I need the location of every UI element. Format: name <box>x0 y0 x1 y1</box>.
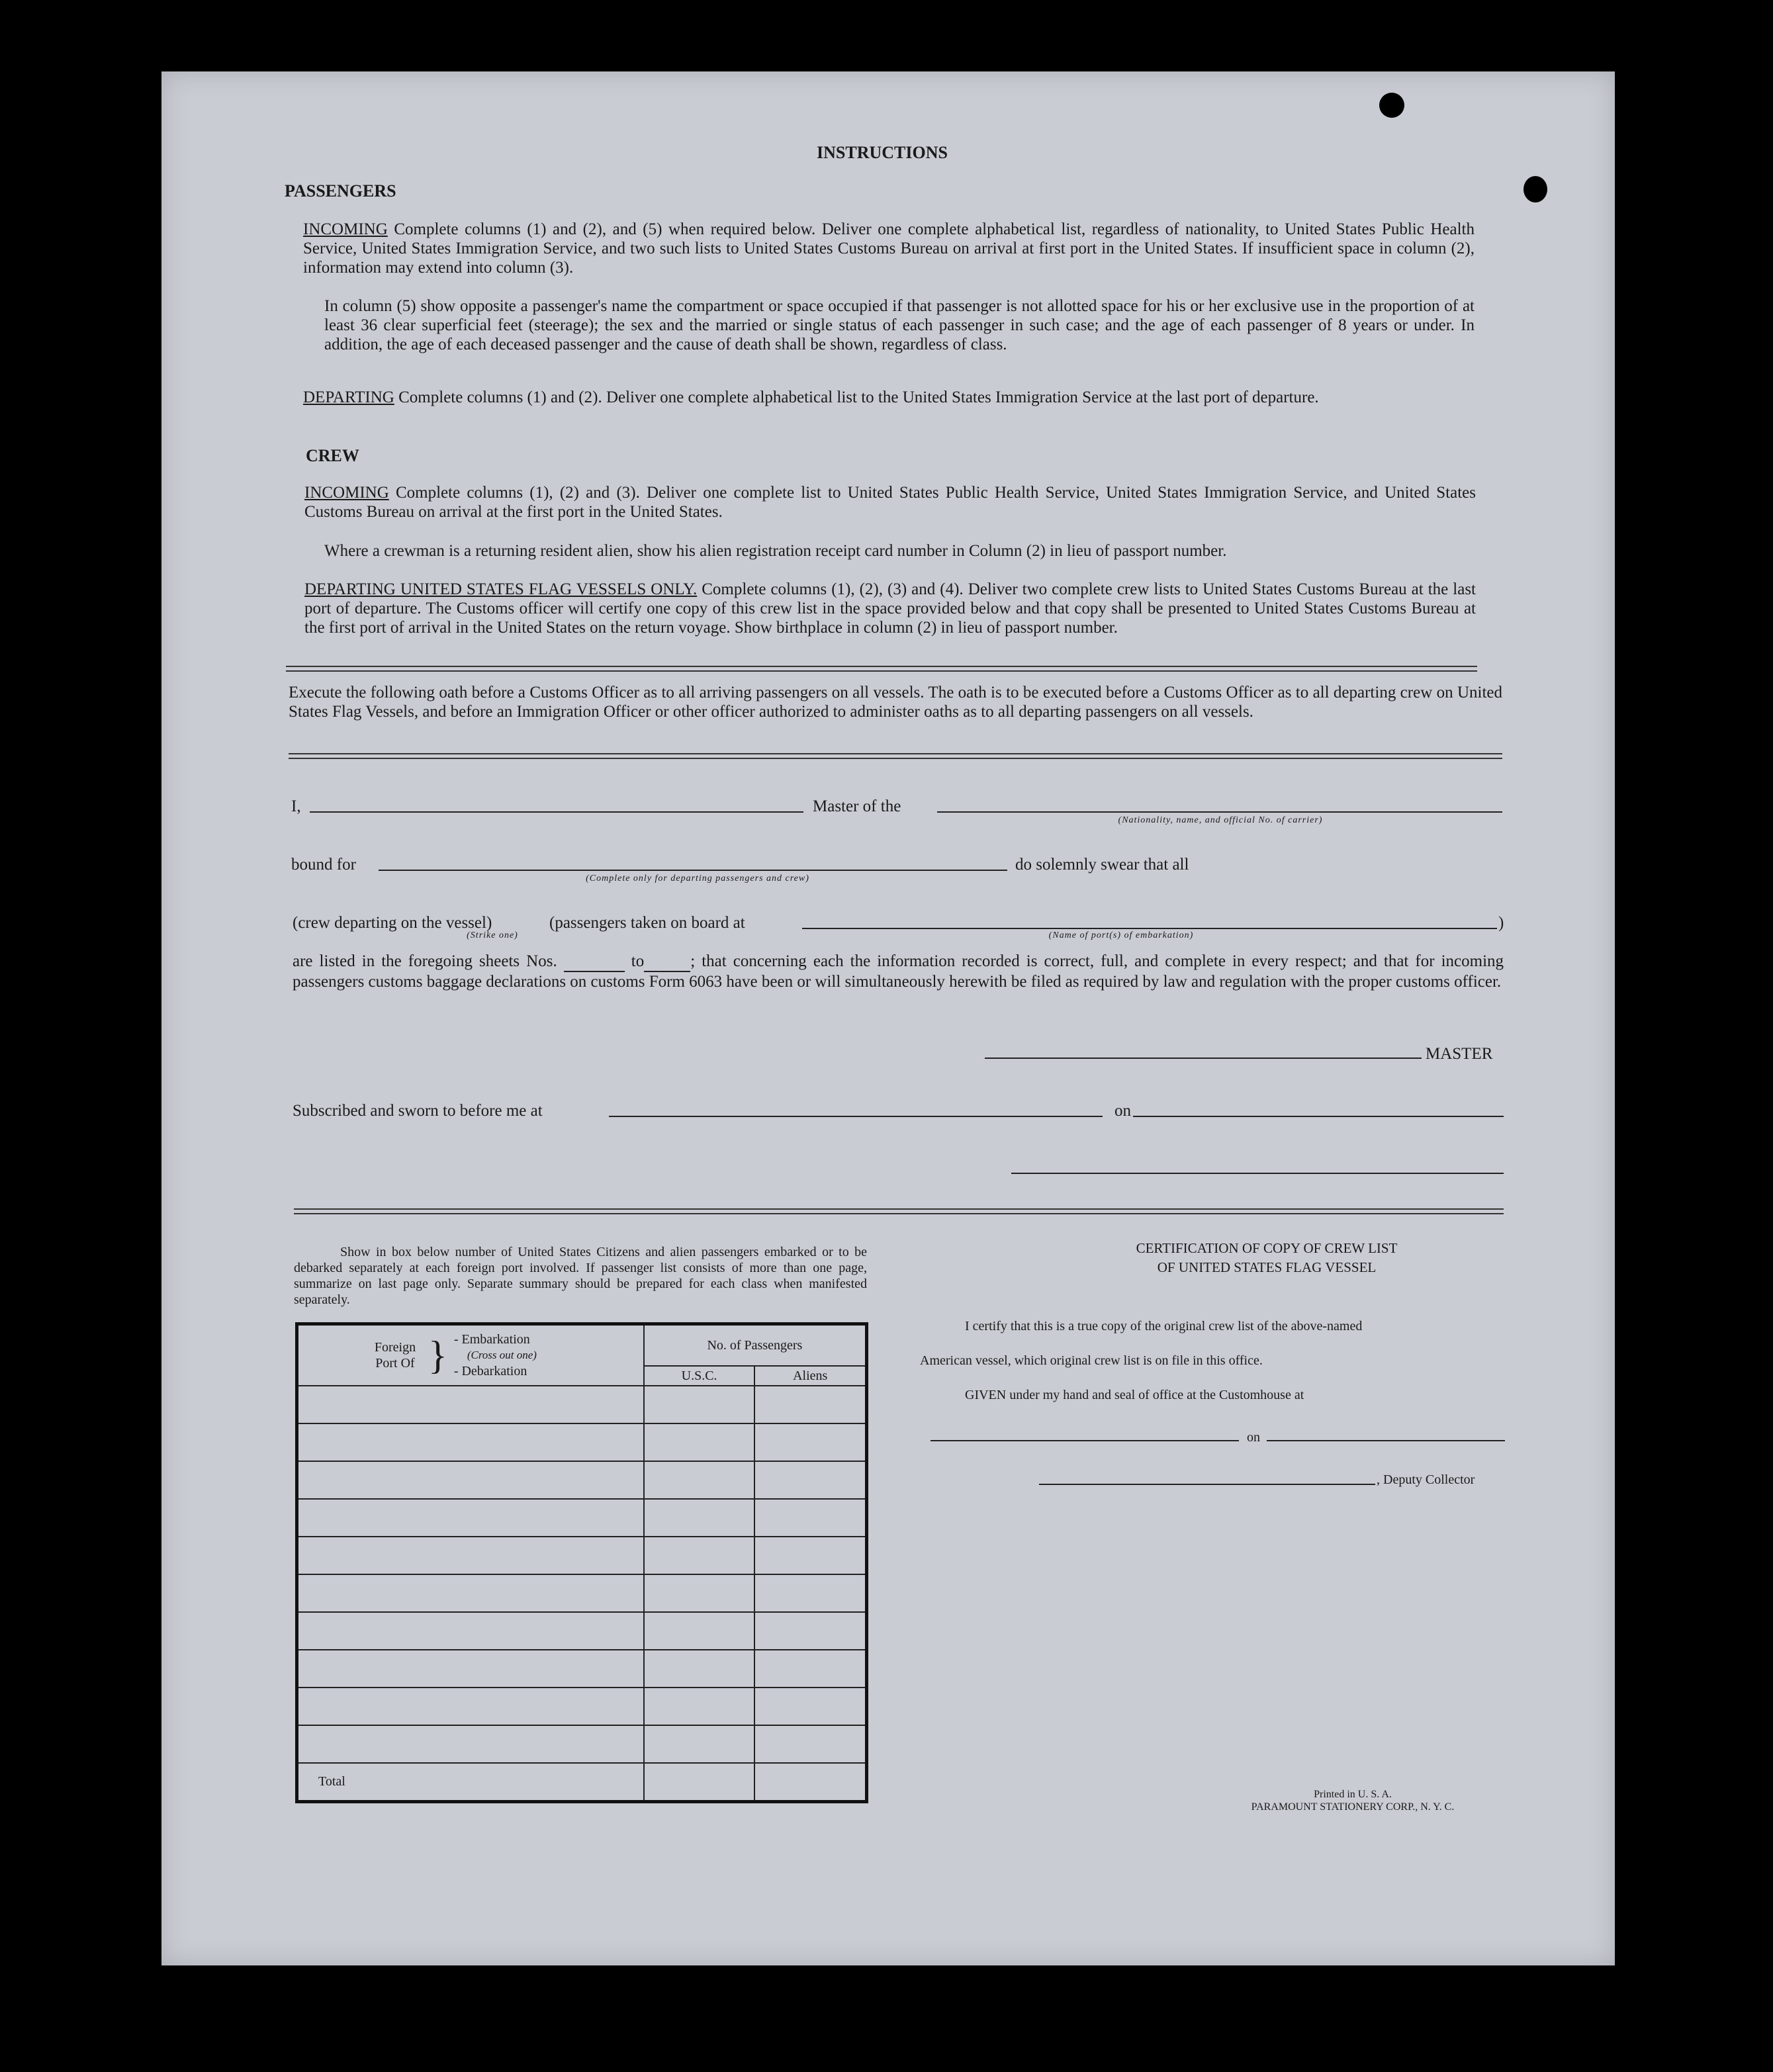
table-row <box>297 1612 867 1650</box>
passengers-taken-label: (passengers taken on board at <box>549 914 745 932</box>
deputy-collector-label: , Deputy Collector <box>1377 1472 1475 1487</box>
passengers-departing-text: Complete columns (1) and (2). Deliver one complete alphabetical list to the United States Immigration Service at the last port of departure. <box>398 388 1319 406</box>
aliens-cell[interactable] <box>754 1386 866 1423</box>
brace-icon: } <box>428 1333 447 1377</box>
sworn-date-field[interactable] <box>1133 1116 1504 1117</box>
aliens-cell[interactable] <box>754 1650 866 1688</box>
usc-cell[interactable] <box>644 1499 755 1537</box>
aliens-cell[interactable] <box>754 1461 866 1499</box>
usc-cell[interactable] <box>644 1537 755 1574</box>
table-row <box>297 1574 867 1612</box>
usc-cell[interactable] <box>644 1650 755 1688</box>
usc-cell[interactable] <box>644 1461 755 1499</box>
passengers-incoming-label: INCOMING <box>303 220 388 238</box>
close-paren: ) <box>1498 914 1504 932</box>
port-cell[interactable] <box>297 1650 644 1688</box>
total-row <box>297 1763 867 1802</box>
listed-text-b: ; that concerning each the information recorded is correct, full, and complete in every respect; and that for incoming passengers customs baggage declarations on customs Form 6063 have been or will simultaneously herewith be filed as required by law and regulation with the proper customs officer. <box>293 952 1504 991</box>
summary-instructions: Show in box below number of United States Citizens and alien passengers embarked or to be debarked separately at each foreign port involved. If passenger list consists of more than one page, summarize on last page only. Separate summary should be prepared for each class when manifested separately. <box>294 1245 867 1307</box>
aliens-cell[interactable] <box>754 1688 866 1725</box>
oath-intro: Execute the following oath before a Customs Officer as to all arriving passengers on all vessels. The oath is to be executed before a Customs Officer as to all departing crew on United States Flag Vessels, and before an Immigration Officer or other officer authorized to administer oaths as to all departing passengers on all vessels. <box>289 684 1502 721</box>
divider-instructions <box>286 666 1477 672</box>
usc-cell[interactable] <box>644 1688 755 1725</box>
no-of-passengers-header: No. of Passengers <box>644 1324 867 1367</box>
aliens-cell[interactable] <box>754 1574 866 1612</box>
usc-cell[interactable] <box>644 1423 755 1461</box>
form-page <box>161 71 1615 1965</box>
sworn-location-field[interactable] <box>609 1116 1103 1117</box>
foreign-port-label: Foreign Port Of <box>374 1340 416 1371</box>
given-line: GIVEN under my hand and seal of office at the Customhouse at <box>965 1388 1304 1402</box>
listed-text-a: are listed in the foregoing sheets Nos. <box>293 952 557 970</box>
nationality-caption: (Nationality, name, and official No. of carrier) <box>1118 815 1323 825</box>
swear-label: do solemnly swear that all <box>1015 856 1189 874</box>
sheet-from-field[interactable] <box>564 952 625 972</box>
port-cell[interactable] <box>297 1537 644 1574</box>
table-header-row <box>297 1324 867 1367</box>
port-cell[interactable] <box>297 1423 644 1461</box>
embarkation-label: - Embarkation <box>453 1332 530 1347</box>
certify-line1: I certify that this is a true copy of the original crew list of the above-named <box>965 1319 1363 1333</box>
passengers-incoming-text: Complete columns (1) and (2), and (5) when required below. Deliver one complete alphabetical list, regardless of nationality, to United States Public Health Service, United States Immigration Service, and two such lists to United States Customs Bureau on arrival at first port in the United States. If insufficient space in column (2), information may extend into column (3). <box>303 220 1475 277</box>
port-cell[interactable] <box>297 1574 644 1612</box>
carrier-field[interactable] <box>937 811 1502 813</box>
port-cell[interactable] <box>297 1688 644 1725</box>
master-of-label: Master of the <box>813 797 901 815</box>
punch-hole-right <box>1523 176 1547 203</box>
usc-cell[interactable] <box>644 1725 755 1763</box>
port-caption: (Name of port(s) of embarkation) <box>1048 930 1194 940</box>
table-row <box>297 1688 867 1725</box>
flag-vessels-label: DEPARTING UNITED STATES FLAG VESSELS ONLY. <box>304 580 698 598</box>
printer-line2: PARAMOUNT STATIONERY CORP., N. Y. C. <box>1251 1801 1455 1813</box>
aliens-cell[interactable] <box>754 1499 866 1537</box>
passenger-summary-table <box>295 1322 868 1803</box>
table-row <box>297 1537 867 1574</box>
usc-cell[interactable] <box>644 1612 755 1650</box>
complete-only-caption: (Complete only for departing passengers and crew) <box>586 874 809 883</box>
table-row <box>297 1461 867 1499</box>
debarkation-label: - Debarkation <box>453 1364 527 1378</box>
certification-date-field[interactable] <box>1267 1440 1505 1441</box>
aliens-cell[interactable] <box>754 1537 866 1574</box>
aliens-cell[interactable] <box>754 1725 866 1763</box>
strike-one-caption: (Strike one) <box>467 930 518 940</box>
passengers-incoming <box>303 220 1475 277</box>
aliens-cell[interactable] <box>754 1423 866 1461</box>
deputy-signature-field[interactable] <box>1039 1484 1375 1485</box>
passengers-heading: PASSENGERS <box>285 181 396 201</box>
flag-vessels-paragraph <box>304 580 1476 637</box>
instructions-title: INSTRUCTIONS <box>817 143 948 162</box>
master-label: MASTER <box>1426 1045 1493 1063</box>
divider-bottom <box>294 1208 1504 1214</box>
bound-for-label: bound for <box>291 856 356 874</box>
port-cell[interactable] <box>297 1461 644 1499</box>
port-cell[interactable] <box>297 1725 644 1763</box>
aliens-header: Aliens <box>754 1366 866 1386</box>
total-usc-cell[interactable] <box>644 1763 755 1802</box>
total-label: Total <box>297 1763 644 1802</box>
certification-on-label: on <box>1247 1430 1260 1445</box>
passengers-departing-label: DEPARTING <box>303 388 394 406</box>
crew-departing-label: (crew departing on the vessel) <box>293 914 492 932</box>
listed-statement <box>293 952 1504 991</box>
table-row <box>297 1499 867 1537</box>
sheet-to-field[interactable] <box>644 952 690 972</box>
master-signature-field[interactable] <box>985 1058 1422 1059</box>
column5-paragraph: In column (5) show opposite a passenger's name the compartment or space occupied if that passenger is not allotted space for his or her exclusive use in the proportion of at least 36 clear superficial feet (steerage); the sex and the married or single status of each passenger in such case; and the age of each passenger of 8 years or under. In addition, the age of each deceased passenger and the cause of death shall be shown, regardless of class. <box>324 297 1475 353</box>
bound-for-field[interactable] <box>379 870 1007 871</box>
total-aliens-cell[interactable] <box>754 1763 866 1802</box>
crew-incoming <box>304 483 1476 521</box>
passengers-departing <box>303 388 1475 407</box>
officer-signature-field[interactable] <box>1011 1173 1504 1174</box>
port-cell[interactable] <box>297 1499 644 1537</box>
master-name-field[interactable] <box>310 811 803 813</box>
usc-cell[interactable] <box>644 1574 755 1612</box>
usc-cell[interactable] <box>644 1386 755 1423</box>
foreign-port-header <box>297 1324 644 1386</box>
usc-header: U.S.C. <box>644 1366 755 1386</box>
certification-title-line1: CERTIFICATION OF COPY OF CREW LIST <box>1136 1240 1398 1256</box>
punch-hole-top <box>1379 93 1404 118</box>
port-cell[interactable] <box>297 1612 644 1650</box>
crewman-paragraph: Where a crewman is a returning resident alien, show his alien registration receipt card number in Column (2) in lieu of passport number. <box>324 542 1227 560</box>
certification-title <box>1081 1239 1452 1277</box>
customhouse-field[interactable] <box>931 1440 1239 1441</box>
divider-oath <box>289 753 1502 759</box>
cross-out-label: (Cross out one) <box>467 1349 537 1361</box>
crew-incoming-text: Complete columns (1), (2) and (3). Deliver one complete list to United States Public Health Service, United States Immigration Service, and United States Customs Bureau on arrival at the first port in the United States. <box>304 484 1476 521</box>
table-row <box>297 1386 867 1423</box>
printer-imprint <box>1207 1788 1498 1813</box>
table-row <box>297 1725 867 1763</box>
flag-vessels-text: Complete columns (1), (2), (3) and (4). Deliver two complete crew lists to United States Customs Bureau at the last port of departure. The Customs officer will certify one copy of this crew list in the space provided below and that copy shall be presented to United States Customs Bureau at the first port of arrival in the United States on the return voyage. Show birthplace in column (2) in lieu of passport number. <box>304 580 1476 637</box>
certify-line2: American vessel, which original crew list is on file in this office. <box>920 1353 1263 1368</box>
aliens-cell[interactable] <box>754 1612 866 1650</box>
sworn-on-label: on <box>1114 1102 1131 1120</box>
printer-line1: Printed in U. S. A. <box>1314 1789 1392 1800</box>
table-row <box>297 1650 867 1688</box>
crew-heading: CREW <box>306 446 359 465</box>
port-cell[interactable] <box>297 1386 644 1423</box>
crew-incoming-label: INCOMING <box>304 484 389 502</box>
listed-to: to <box>631 952 645 970</box>
certification-title-line2: OF UNITED STATES FLAG VESSEL <box>1157 1259 1377 1275</box>
embarkation-port-field[interactable] <box>802 928 1497 929</box>
oath-i-label: I, <box>291 797 301 815</box>
subscribed-label: Subscribed and sworn to before me at <box>293 1102 543 1120</box>
table-row <box>297 1423 867 1461</box>
